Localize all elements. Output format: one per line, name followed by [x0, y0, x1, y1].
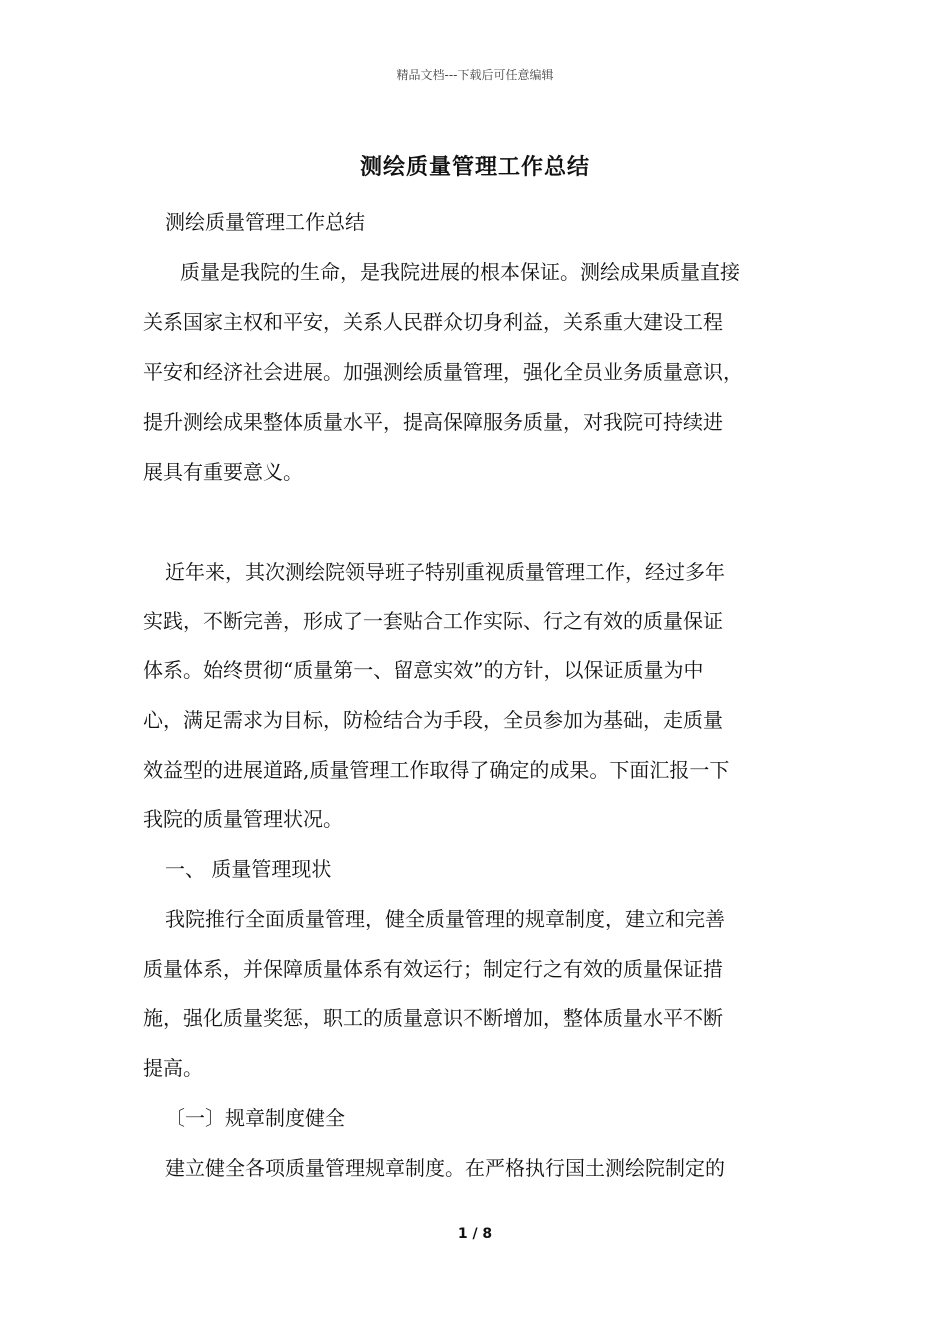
- paragraph-line: 施，强化质量奖惩，职工的质量意识不断增加，整体质量水平不断: [143, 1006, 723, 1030]
- paragraph-line: 实践，不断完善，形成了一套贴合工作实际、行之有效的质量保证: [143, 609, 723, 633]
- paragraph-line: 我院推行全面质量管理，健全质量管理的规章制度，建立和完善: [165, 907, 725, 931]
- paragraph-line: 提升测绘成果整体质量水平，提高保障服务质量，对我院可持续进: [143, 410, 723, 434]
- paragraph-line: 展具有重要意义。: [143, 460, 303, 484]
- paragraph-line: 心，满足需求为目标，防检结合为手段，全员参加为基础，走质量: [143, 708, 723, 732]
- paragraph-line: 体系。始终贯彻“质量第一、留意实效”的方针，以保证质量为中: [143, 658, 704, 682]
- paragraph-line: 效益型的进展道路,质量管理工作取得了确定的成果。下面汇报一下: [143, 758, 730, 782]
- paragraph-line: 质量是我院的生命，是我院进展的根本保证。测绘成果质量直接: [180, 260, 740, 284]
- paragraph-line: 我院的质量管理状况。: [143, 807, 343, 831]
- section-heading: 一、 质量管理现状: [165, 857, 332, 881]
- paragraph-line: 质量体系，并保障质量体系有效运行；制定行之有效的质量保证措: [143, 957, 723, 981]
- page-header: 精品文档---下载后可任意编辑: [396, 68, 554, 82]
- paragraph-line: 近年来，其次测绘院领导班子特别重视质量管理工作，经过多年: [165, 560, 725, 584]
- paragraph-line: 提高。: [143, 1056, 203, 1080]
- paragraph-line: 平安和经济社会进展。加强测绘质量管理，强化全员业务质量意识，: [143, 360, 743, 384]
- document-title: 测绘质量管理工作总结: [359, 154, 590, 180]
- paragraph-line: 关系国家主权和平安，关系人民群众切身利益，关系重大建设工程: [143, 310, 723, 334]
- document-subtitle: 测绘质量管理工作总结: [165, 210, 365, 234]
- subsection-heading: 〔一〕规章制度健全: [165, 1106, 345, 1130]
- paragraph-line: 建立健全各项质量管理规章制度。在严格执行国土测绘院制定的: [165, 1156, 725, 1180]
- page-number: 1 / 8: [457, 1226, 493, 1242]
